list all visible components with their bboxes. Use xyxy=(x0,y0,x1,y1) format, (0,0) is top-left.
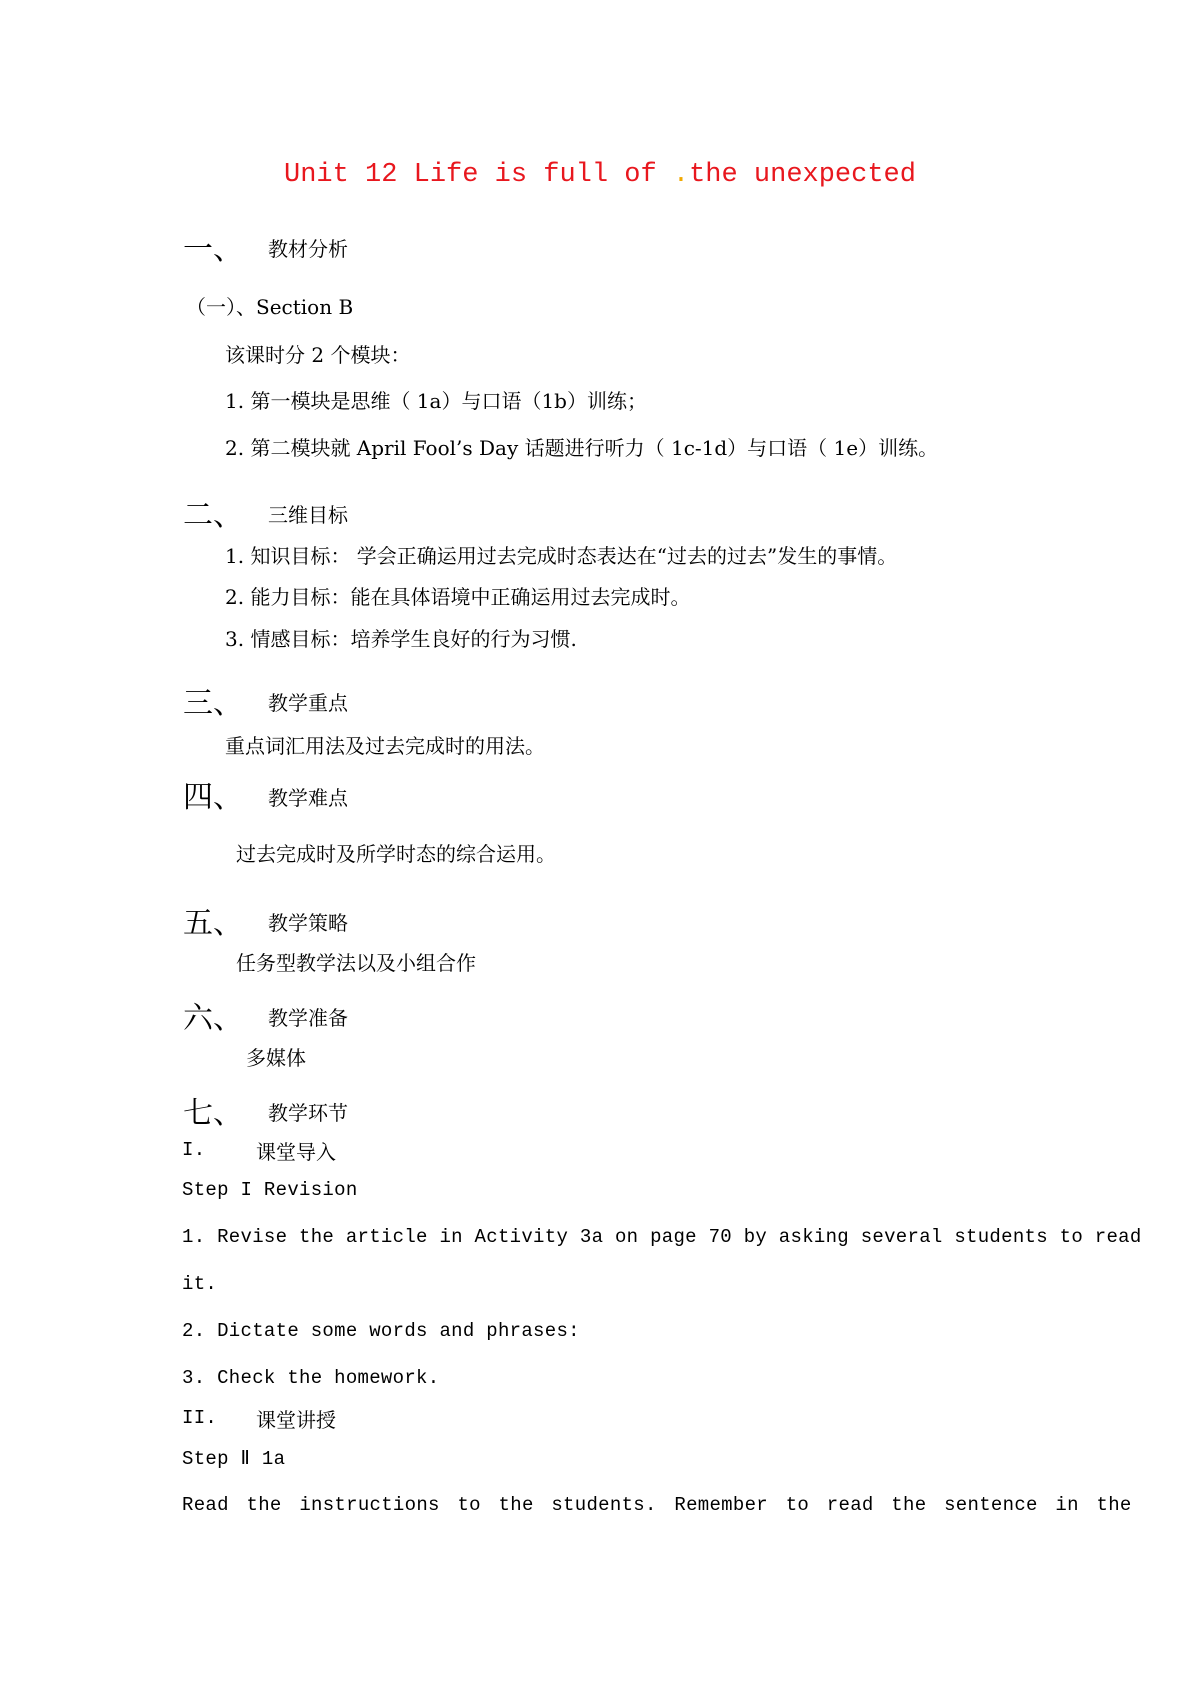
page-title: Unit 12 Life is full of .the unexpected xyxy=(284,160,916,190)
part-1-label: 课堂导入 xyxy=(256,1140,336,1164)
section-4-heading: 教学难点 xyxy=(268,786,348,810)
part-1-number: I. xyxy=(182,1139,206,1161)
step-1-item-1-cont: it. xyxy=(182,1273,218,1295)
section-1-item-1: 1. 第一模块是思维（ 1a）与口语（1b）训练； xyxy=(225,389,647,413)
section-1-heading: 教材分析 xyxy=(268,237,348,261)
section-2-heading: 三维目标 xyxy=(268,503,348,527)
section-1-number: 一、 xyxy=(183,232,243,267)
section-2-item-3: 3. 情感目标：培养学生良好的行为习惯. xyxy=(225,627,577,651)
section-7-heading: 教学环节 xyxy=(268,1101,348,1125)
section-1-item-2: 2. 第二模块就 April Fool’s Day 话题进行听力（ 1c-1d）与口语（ 1e）训练。 xyxy=(225,436,939,460)
section-2-number: 二、 xyxy=(183,498,243,533)
section-6-heading: 教学准备 xyxy=(268,1006,348,1030)
step-1-item-1: 1. Revise the article in Activity 3a on page 70 by asking several students to read xyxy=(182,1226,1142,1248)
section-5-text: 任务型教学法以及小组合作 xyxy=(236,951,476,975)
section-4-text: 过去完成时及所学时态的综合运用。 xyxy=(236,842,556,866)
section-3-heading: 教学重点 xyxy=(268,691,348,715)
section-3-number: 三、 xyxy=(183,686,243,721)
section-1-intro: 该课时分 2 个模块： xyxy=(225,343,411,367)
step-2-text: Read the instructions to the students. Remember to read the sentence in the xyxy=(182,1494,1132,1516)
part-2-number: II. xyxy=(182,1407,218,1429)
step-2-title: Step Ⅱ 1a xyxy=(182,1448,286,1470)
step-1-item-2: 2. Dictate some words and phrases: xyxy=(182,1320,580,1342)
section-3-text: 重点词汇用法及过去完成时的用法。 xyxy=(225,734,545,758)
section-7-number: 七、 xyxy=(183,1096,243,1131)
section-6-number: 六、 xyxy=(183,1001,243,1036)
step-1-title: Step I Revision xyxy=(182,1179,358,1201)
section-4-number: 四、 xyxy=(183,780,243,815)
section-5-number: 五、 xyxy=(183,906,243,941)
section-2-item-2: 2. 能力目标：能在具体语境中正确运用过去完成时。 xyxy=(225,585,691,609)
step-1-item-3: 3. Check the homework. xyxy=(182,1367,440,1389)
section-6-text: 多媒体 xyxy=(246,1046,306,1070)
part-2-label: 课堂讲授 xyxy=(256,1408,336,1432)
section-2-item-1: 1. 知识目标： 学会正确运用过去完成时态表达在“过去的过去”发生的事情。 xyxy=(225,544,898,568)
section-5-heading: 教学策略 xyxy=(268,911,348,935)
section-1-subheading: （一）、Section B xyxy=(186,295,354,319)
